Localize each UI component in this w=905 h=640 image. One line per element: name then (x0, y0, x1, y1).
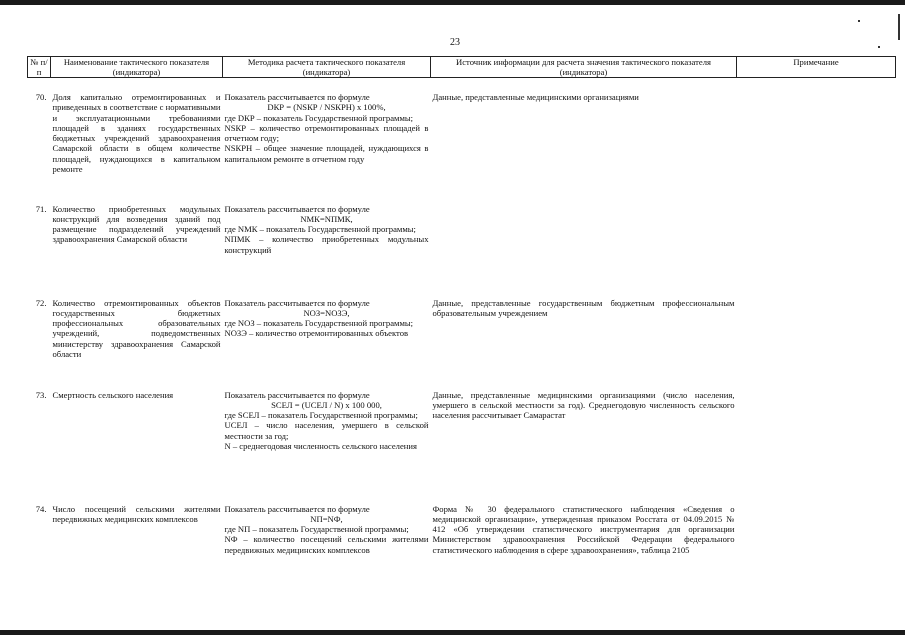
formula: SСЕЛ = (UСЕЛ / N) х 100 000, (271, 399, 382, 410)
method-line: N – среднегодовая численность сельского населения (224, 440, 417, 451)
method-cell (223, 204, 431, 298)
source-cell (431, 204, 737, 298)
header-num: № п/п (28, 57, 51, 78)
row-number: 74. (35, 503, 47, 514)
row-number: 71. (35, 203, 47, 214)
note-cell (737, 390, 896, 504)
formula: NП=NФ, (310, 513, 343, 524)
source-cell: Данные, представленные государственным бюджетным профессиональным образовательным учреждением (432, 297, 735, 318)
table-header-row (28, 57, 896, 78)
method-line: NSКРН – общее значение площадей, нуждающихся в капитальном ремонте в отчетном году (224, 143, 429, 164)
method-cell (223, 390, 431, 504)
method-cell (223, 504, 431, 555)
row-number: 70. (35, 92, 47, 102)
indicator-name: Смертность сельского населения (52, 389, 174, 400)
table-row (28, 78, 896, 204)
method-intro: Показатель рассчитывается по формуле (224, 503, 370, 514)
note-cell (737, 204, 896, 298)
method-cell (223, 78, 431, 204)
method-line: NФ – количество посещений сельскими жителями передвижных медицинских комплексов (224, 534, 429, 555)
row-number: 73. (35, 389, 47, 400)
source-cell: Данные, представленные медицинскими организациями (432, 92, 639, 102)
method-intro: Показатель рассчитывается по формуле (224, 297, 370, 308)
formula: DКР = (NSКР / NSКРН) х 100%, (267, 102, 386, 113)
indicator-name: Доля капитально отремонтированных и приведенных в соответствие с нормативными и эксплуатационными требованиями площадей в зданиях государственных бюджетных учреждений здравоохранения Самарской области в общем количестве площадей, нуждающихся в капитальном ремонте (52, 92, 221, 175)
note-cell (737, 298, 896, 390)
method-cell (223, 298, 431, 390)
method-line: где NМК – показатель Государственной программы; (224, 224, 416, 235)
method-intro: Показатель рассчитывается по формуле (224, 203, 370, 214)
method-line: где SСЕЛ – показатель Государственной программы; (224, 410, 418, 421)
indicator-name: Число посещений сельскими жителями передвижных медицинских комплексов (52, 503, 221, 524)
scan-mark (898, 14, 900, 40)
scan-dot (878, 46, 880, 48)
header-note: Примечание (737, 57, 896, 78)
method-line: UСЕЛ – число населения, умершего в сельской местности за год; (224, 420, 429, 441)
scan-dot (858, 20, 860, 22)
method-line: NОЗЭ – количество отремонтированных объектов (224, 328, 409, 339)
method-line: где DКР – показатель Государственной программы; (224, 112, 414, 123)
formula: NМК=NПМК, (300, 213, 353, 224)
row-number: 72. (35, 297, 47, 308)
note-cell (737, 504, 896, 555)
method-line: где NОЗ – показатель Государственной программы; (224, 318, 414, 329)
note-cell (737, 78, 896, 204)
source-cell: Форма № 30 федерального статистического наблюдения «Сведения о медицинской организации», утвержденная приказом Росстата от 04.09.2015 № 412 «Об утверждении статистического инструментария для организации Министерством здравоохранения Российской Федерации федерального статистического наблюдения в сфере здравоохранения», таблица 2105 (432, 503, 735, 555)
method-intro: Показатель рассчитывается по формуле (224, 389, 370, 400)
table-row (28, 390, 896, 504)
header-method: Методика расчета тактического показателя (индикатора) (223, 57, 431, 78)
method-line: NSКР – количество отремонтированных площадей в отчетном году; (224, 122, 429, 144)
top-border (0, 0, 905, 5)
bottom-border (0, 630, 905, 635)
table-row (28, 298, 896, 390)
indicator-name: Количество отремонтированных объектов государственных бюджетных профессиональных образовательных учреждений, подведомственных министерству здравоохранения Самарской области (52, 297, 221, 359)
method-line: NПМК – количество приобретенных модульных конструкций (224, 234, 429, 255)
method-line: где NП – показатель Государственной программы; (224, 524, 409, 535)
formula: NОЗ=NОЗЭ, (303, 307, 350, 318)
source-cell: Данные, представленные медицинскими организациями (число населения, умершего в сельской местности за год). Среднегодовую численность сельского населения рассчитывает Самарастат (432, 389, 735, 421)
indicator-table (27, 56, 896, 555)
header-name: Наименование тактического показателя (индикатора) (51, 57, 223, 78)
table-row (28, 504, 896, 555)
header-source: Источник информации для расчета значения тактического показателя (индикатора) (431, 57, 737, 78)
page-number: 23 (450, 37, 460, 48)
table-row (28, 204, 896, 298)
method-intro: Показатель рассчитывается по формуле (224, 92, 370, 102)
indicator-name: Количество приобретенных модульных конструкций для возведения зданий под размещение подразделений учреждений здравоохранения Самарской области (52, 203, 221, 245)
